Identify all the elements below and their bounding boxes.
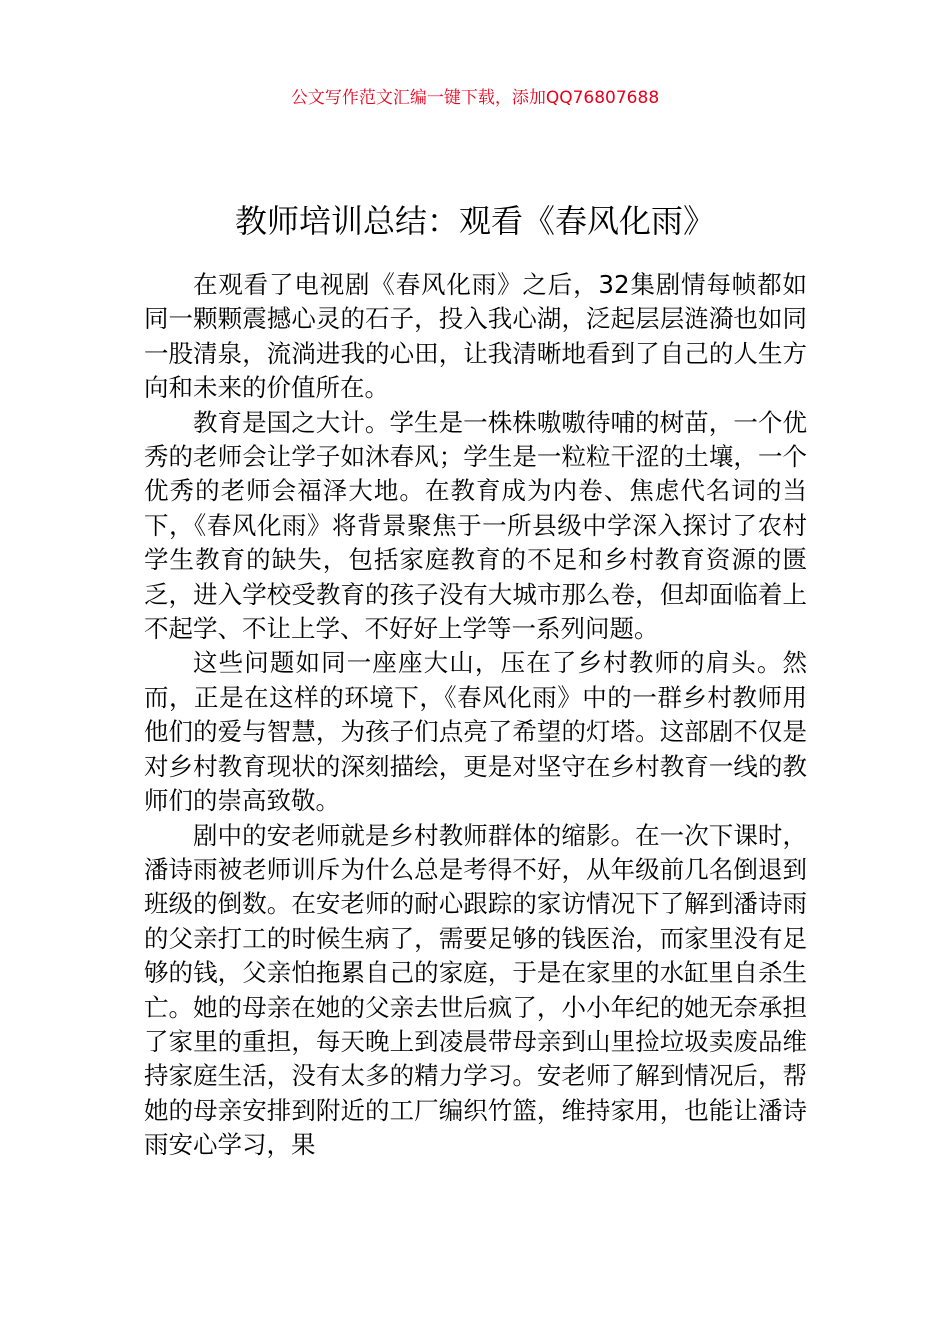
body-paragraph-4: 剧中的安老师就是乡村教师群体的缩影。在一次下课时，潘诗雨被老师训斥为什么总是考得不好，从年级前几名倒退到班级的倒数。在安老师的耐心跟踪的家访情况下了解到潘诗雨的父亲打工的时候生病了，需要足够的钱医治，而家里没有足够的钱，父亲怕拖累自己的家庭，于是在家里的水缸里自杀生亡。她的母亲在她的父亲去世后疯了，小小年纪的她无奈承担了家里的重担，每天晚上到凌晨带母亲到山里捡垃圾卖废品维持家庭生活，没有太多的精力学习。安老师了解到情况后，帮她的母亲安排到附近的工厂编织竹篮，维持家用，也能让潘诗雨安心学习，果	[144, 820, 807, 1160]
download-notice: 公文写作范文汇编一键下载，添加QQ76807688	[290, 88, 660, 108]
body-paragraph-3: 这些问题如同一座座大山，压在了乡村教师的肩头。然而，正是在这样的环境下，《春风化雨》中的一群乡村教师用他们的爱与智慧，为孩子们点亮了希望的灯塔。这部剧不仅是对乡村教育现状的深刻描绘，更是对坚守在乡村教育一线的教师们的崇高致敬。	[144, 648, 807, 816]
body-paragraph-2: 教育是国之大计。学生是一株株嗷嗷待哺的树苗，一个优秀的老师会让学子如沐春风；学生是一粒粒干涩的土壤，一个优秀的老师会福泽大地。在教育成为内卷、焦虑代名词的当下，《春风化雨》将背景聚焦于一所县级中学深入探讨了农村学生教育的缺失，包括家庭教育的不足和乡村教育资源的匮乏，进入学校受教育的孩子没有大城市那么卷，但却面临着上不起学、不让上学、不好好上学等一系列问题。	[144, 407, 807, 644]
document-title: 教师培训总结：观看《春风化雨》	[234, 202, 715, 241]
body-paragraph-1: 在观看了电视剧《春风化雨》之后，32集剧情每帧都如同一颗颗震撼心灵的石子，投入我心湖，泛起层层涟漪也如同一股清泉，流淌进我的心田，让我清晰地看到了自己的人生方向和未来的价值所在。	[144, 270, 807, 403]
document-body	[144, 268, 807, 1163]
